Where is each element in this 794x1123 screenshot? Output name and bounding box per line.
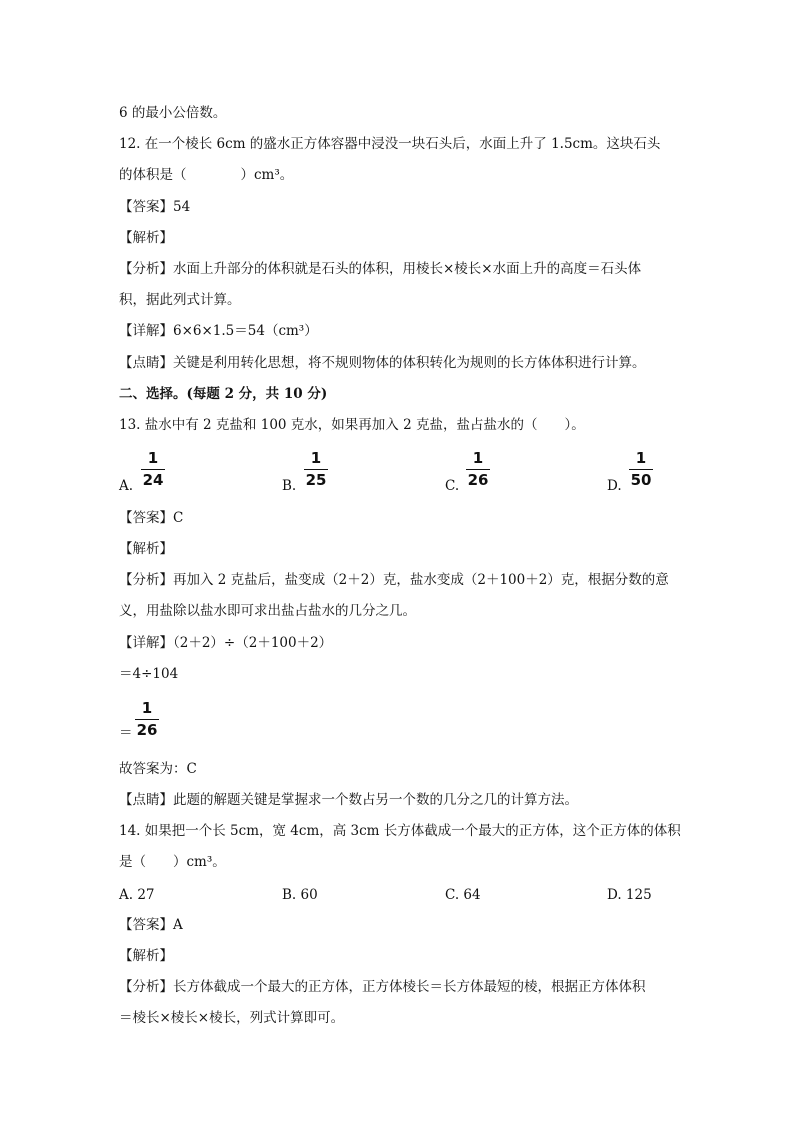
comment-text: 【点睛】此题的解题关键是掌握求一个数占另一个数的几分之几的计算方法。 <box>119 792 578 808</box>
option-b-fraction <box>304 450 328 489</box>
comment-text: 【点睛】关键是利用转化思想，将不规则物体的体积转化为规则的长方体体积进行计算。 <box>119 355 646 371</box>
analysis-text: 【分析】水面上升部分的体积就是石头的体积，用棱长×棱长×水面上升的高度＝石头体 <box>119 261 642 277</box>
option-a-fraction <box>141 450 165 489</box>
question-14-blank: 是（ ）cm³。 <box>119 854 226 870</box>
option-d-label: D. <box>607 478 622 494</box>
analysis-heading: 【解析】 <box>119 541 173 557</box>
option-d: D. 125 <box>607 887 652 903</box>
fraction-numerator: 1 <box>147 449 159 467</box>
fraction-denominator: 26 <box>467 471 489 489</box>
equals-sign: ＝ <box>119 725 133 741</box>
option-a: A. 27 <box>119 887 155 903</box>
fraction-bar <box>141 469 165 470</box>
analysis-heading: 【解析】 <box>119 230 173 246</box>
fraction-denominator: 50 <box>630 471 652 489</box>
fraction-denominator: 26 <box>136 721 158 739</box>
option-c: C. 64 <box>445 887 481 903</box>
analysis-heading: 【解析】 <box>119 948 173 964</box>
detail-text: 【详解】6×6×1.5＝54（cm³） <box>119 323 318 339</box>
text-line: 6 的最小公倍数。 <box>119 105 227 121</box>
fraction-denominator: 24 <box>142 471 164 489</box>
analysis-text-cont: 义，用盐除以盐水即可求出盐占盐水的几分之几。 <box>119 603 416 619</box>
answer-14: 【答案】A <box>119 917 183 933</box>
fraction-denominator: 25 <box>305 471 327 489</box>
analysis-text: 【分析】再加入 2 克盐后，盐变成（2＋2）克，盐水变成（2＋100＋2）克，根据分数的意 <box>119 572 669 588</box>
option-a-label: A. <box>119 478 134 494</box>
fraction-bar <box>304 469 328 470</box>
fraction-numerator: 1 <box>141 699 153 717</box>
option-b: B. 60 <box>282 887 318 903</box>
option-c-fraction <box>466 450 490 489</box>
fraction-numerator: 1 <box>310 449 322 467</box>
fraction-numerator: 1 <box>472 449 484 467</box>
fraction-bar <box>135 719 159 720</box>
option-b-label: B. <box>282 478 297 494</box>
result-fraction <box>135 700 159 739</box>
conclusion-text: 故答案为：C <box>119 761 197 777</box>
answer-13: 【答案】C <box>119 510 184 526</box>
fraction-numerator: 1 <box>635 449 647 467</box>
question-12: 12. 在一个棱长 6cm 的盛水正方体容器中浸没一块石头后，水面上升了 1.5cm。这块石头 <box>119 136 661 152</box>
fraction-bar <box>466 469 490 470</box>
fraction-bar <box>629 469 653 470</box>
section-heading: 二、选择。(每题 2 分，共 10 分) <box>119 386 328 402</box>
calc-step: ＝4÷104 <box>119 666 179 682</box>
detail-text: 【详解】（2＋2）÷（2＋100＋2） <box>119 635 333 651</box>
analysis-text-cont: 积，据此列式计算。 <box>119 292 241 308</box>
question-14: 14. 如果把一个长 5cm，宽 4cm，高 3cm 长方体截成一个最大的正方体，这个正方体的体积 <box>119 823 681 839</box>
option-d-fraction <box>629 450 653 489</box>
question-12-blank: 的体积是（ ）cm³。 <box>119 167 294 183</box>
option-c-label: C. <box>445 478 460 494</box>
answer-12: 【答案】54 <box>119 199 191 215</box>
analysis-text-cont: ＝棱长×棱长×棱长，列式计算即可。 <box>119 1010 345 1026</box>
question-13: 13. 盐水中有 2 克盐和 100 克水，如果再加入 2 克盐，盐占盐水的（ ）。 <box>119 417 585 433</box>
analysis-text: 【分析】长方体截成一个最大的正方体，正方体棱长＝长方体最短的棱，根据正方体体积 <box>119 979 646 995</box>
